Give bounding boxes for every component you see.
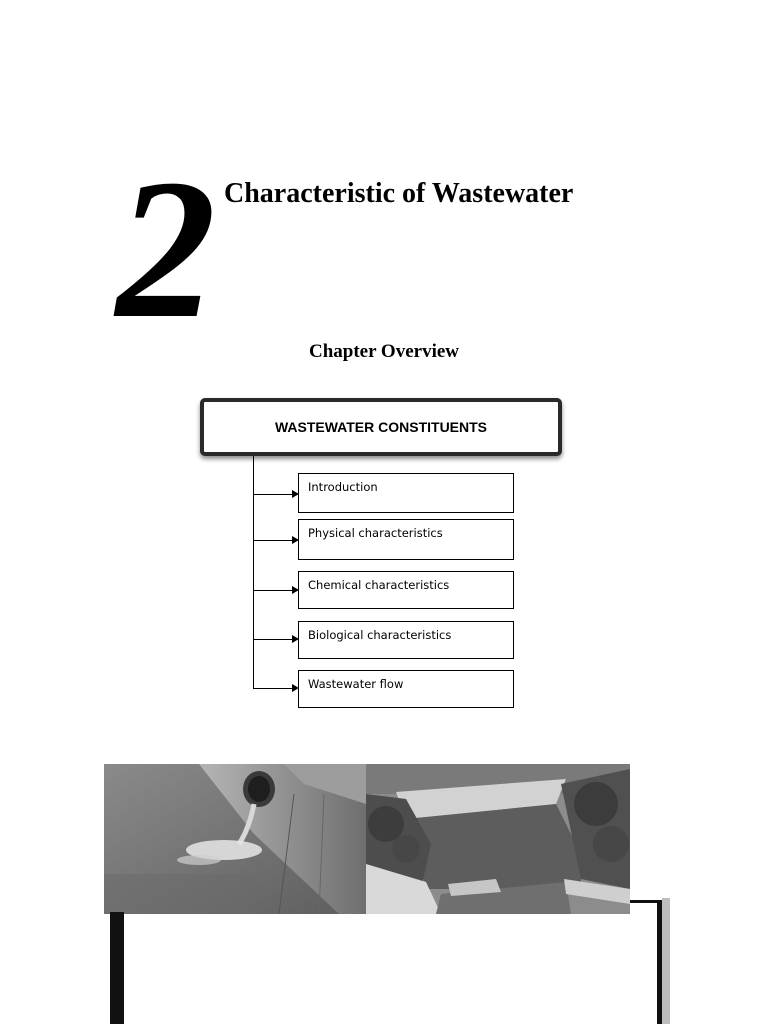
diagram-trunk-line — [253, 456, 254, 689]
branch-arrow — [253, 540, 293, 541]
frame-top-edge — [630, 900, 662, 903]
frame-shadow — [662, 898, 670, 1024]
branch-arrow — [253, 639, 293, 640]
outfall-pipe-photo — [104, 764, 366, 914]
frame-right-edge — [657, 900, 662, 1024]
topic-biological: Biological characteristics — [298, 621, 514, 659]
topic-chemical: Chemical characteristics — [298, 571, 514, 609]
topic-wastewater-flow: Wastewater flow — [298, 670, 514, 708]
constituents-header-label: WASTEWATER CONSTITUENTS — [274, 419, 488, 435]
chapter-title: Characteristic of Wastewater — [224, 178, 574, 209]
branch-arrow — [253, 494, 293, 495]
polluted-river-photo — [366, 764, 630, 914]
frame-interior — [124, 914, 657, 1024]
topic-physical: Physical characteristics — [298, 519, 514, 560]
chapter-number: 2 — [116, 139, 212, 360]
topic-introduction: Introduction — [298, 473, 514, 513]
branch-arrow — [253, 688, 293, 689]
overview-heading: Chapter Overview — [308, 341, 460, 362]
branch-arrow — [253, 590, 293, 591]
constituents-header-box — [200, 398, 562, 456]
frame-left-edge — [110, 912, 124, 1024]
